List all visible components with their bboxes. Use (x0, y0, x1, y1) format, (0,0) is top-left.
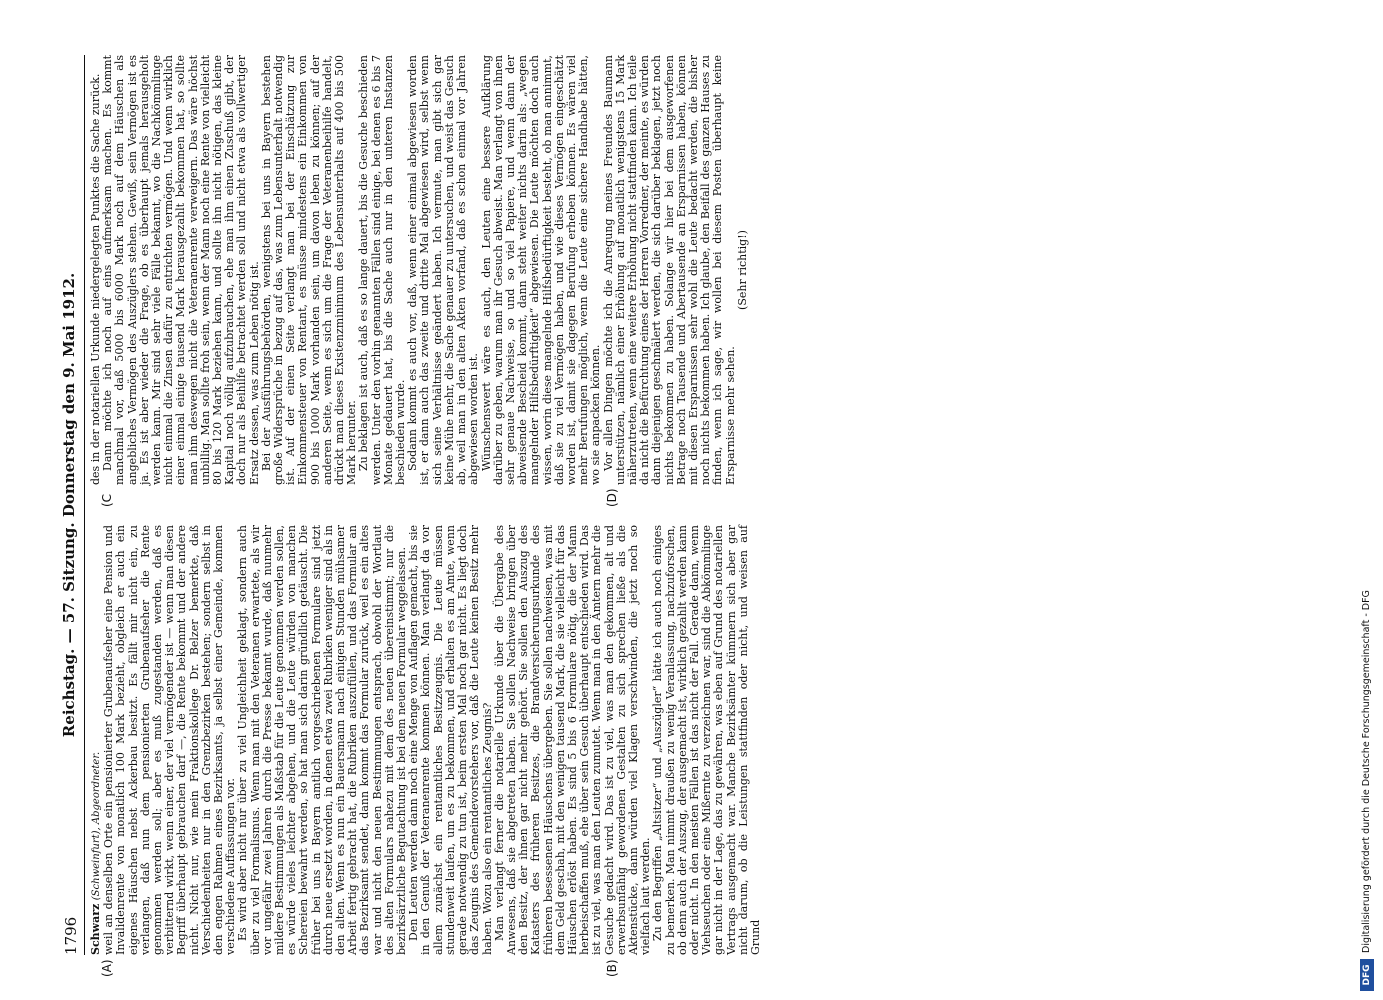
paragraph: Es wird aber nicht nur über zu viel Ungleichheit geklagt, sondern auch über zu viel Formalismus. Wenn man mit den Veteranen erwartete, als wir vor ungefähr zwei Jahren durch die Presse bekannt wurde, daß nunmehr mildere Bestimmungen als Maßstab für die Leute genommen werden sollen, es würde vieles leichter abgehen, und die Leute würden von manchen Schereien bewahrt werden, so hat man sich darin gründlich getäuscht. Die früher bei uns in Bayern amtlich vorgeschriebenen Formulare sind jetzt durch neue ersetzt worden, in denen etwa zwei Rubriken weniger sind als in den alten. Wenn es nun ein Bauersmann nach einigen Stunden mühsamer Arbeit fertig gebracht hat, die Rubriken auszufüllen, und das Formular an das Bezirksamt sendet, dann kommt das Formular zurück, weil es ein altes war und nicht den neuen Bestimmungen entsprach, obwohl der Wortlaut des alten Formulars nahezu mit dem des neuen übereinstimmt; nur die bezirksärztliche Begutachtung ist bei dem neuen Formular weggelassen. (236, 525, 409, 955)
paragraph: Zu beklagen ist auch, daß es so lange dauert, bis die Gesuche beschieden werden. Unter den vorhin genannten Fällen sind einige, bei denen es 6 bis 7 Monate gedauert hat, bis die Sache auch nur in den unteren Instanzen beschieden wurde. (357, 55, 408, 485)
page-number: 1796 (62, 916, 80, 955)
paragraph: Dann möchte ich noch auf eins aufmerksam machen. Es kommt manchmal vor, daß 5000 bis 6000 Mark noch auf dem Häuschen als angebliches Vermögen des Auszüglers stehen. Gewiß, sein Vermögen ist es ja. Es ist aber wieder die Frage, ob es überhaupt jemals herausgeholt werden kann. Mir sind sehr viele Fälle bekannt, wo die Nachkömmlinge nicht einmal die Zinsen dafür zu entrichten vermögen. Und wenn wirklich einer einmal einige tausend Mark herausgezahlt bekommen hat, so sollte man ihm deswegen nicht die Veteranenrente verweigern. Das wäre höchst unbillig. Man sollte froh sein, wenn der Mann noch eine Rente von vielleicht 80 bis 120 Mark beziehen kann, und sollte ihn nicht nötigen, das kleine Kapital noch völlig aufzubrauchen, ehe man ihm einen Zuschuß gibt, der doch nur als Beihilfe betrachtet werden soll und nicht etwa als vollwertiger Ersatz dessen, was zum Leben nötig ist. (101, 55, 261, 485)
margin-marker-c: (C (100, 493, 114, 507)
page-title: Reichstag. — 57. Sitzung. Donnerstag den 9. Mai 1912. (60, 272, 78, 738)
paragraph: Wünschenswert wäre es auch, den Leuten eine bessere Aufklärung darüber zu geben, warum man ihr Gesuch abweist. Man verlangt von ihnen sehr genaue Nachweise, so und so viel Papiere, und wenn dann der abweisende Bescheid kommt, dann steht weiter nichts darin als: „wegen mangelnder Hilfsbedürftigkeit“ abgewiesen. Die Leute möchten doch auch wissen, worin diese mangelnde Hilfsbedürftigkeit besteht, ob man annimmt, daß sie zu viel Vermögen haben, und wie dieses Vermögen eingeschätzt worden ist, damit sie dagegen Berufung erheben können. Es wären viel mehr Berufungen möglich, wenn die Leute eine sichere Handhabe hätten, wo sie anpacken können. (479, 55, 603, 485)
digitization-footer (1352, 8, 1382, 993)
footer-text: Digitalisierung gefördert durch die Deutsche Forschungsgemeinschaft - DFG (1361, 590, 1372, 953)
margin-marker-a: (A) (100, 959, 114, 977)
speaker-name: Schwarz (89, 903, 102, 955)
right-column (90, 55, 1270, 485)
speaker-meta: (Schweinfurt), Abgeordneter. (91, 751, 102, 901)
dfg-logo: DFG (1360, 959, 1374, 991)
paragraph: Den Leuten werden dann noch eine Menge von Auflagen gemacht, bis sie in den Genuß der Veteranenrente kommen können. Man verlangt da vor allem zunächst ein rentamtliches Besitzzeugnis. Die Leute müssen stundenweit laufen, um es zu bekommen, und erhalten es am Amte, wenn gerade notwendig zu tun ist, beim ersten Mal noch gar nicht. Es liegt doch das Zeugnis des Gemeindevorstehers vor, daß die Leute keinen Besitz mehr haben. Wozu also ein rentamtliches Zeugnis? (407, 525, 494, 955)
paragraph: Sodann kommt es auch vor, daß, wenn einer einmal abgewiesen worden ist, er dann auch das zweite und dritte Mal abgewiesen wird, selbst wenn sich seine Verhältnisse geändert haben. Ich vermute, man gibt sich gar keine Mühe mehr, die Sache genauer zu untersuchen, und weist das Gesuch ab, weil man in den alten Akten vorfand, daß es schon einmal vor Jahren abgewiesen worden ist. (406, 55, 481, 485)
paragraph: weil an denselben Orte ein pensionierter Grubenaufseher eine Pension und Invalidenrente von monatlich 100 Mark bezieht, obgleich er auch ein eigenes Häuschen nebst Ackerbau besitzt. Es fällt mir nicht ein, zu verlangen, daß nun dem pensionierten Grubenaufseher die Rente genommen werden soll; aber es muß zugestanden werden, daß es verbitternd wirkt, wenn einer, der viel vermögender ist — wenn man diesen Begriff überhaupt gebrauchen darf —, die Rente bekommt und der andere nicht. Nicht nur, wie mein Fraktionskollege Dr. Belzer bemerkte, daß Verschiedenheiten nur in den Grenzbezirken bestehen; sondern selbst in den engen Rahmen eines Bezirksamts, ja selbst einer Gemeinde, kommen verschiedene Auffassungen vor. (102, 525, 238, 955)
page-header (60, 55, 82, 955)
paragraph: des in der notariellen Urkunde niedergelegten Punktes die Sache zurück. (89, 73, 102, 485)
applause-note: (Sehr richtig!) (735, 230, 749, 310)
footer-rotated (1352, 8, 1382, 993)
left-column (90, 525, 1270, 955)
rotated-content (60, 55, 1310, 977)
paragraph: Zu den Begriffen „Altsitzer“ und „Auszügler“ hätte ich auch noch einiges zu bemerken. Man nimmt draußen zu wenig Veranlassung, nachzuforschen, ob denn auch der Auszug, der ausgemacht ist, wirklich gezahlt werden kann oder nicht. In den meisten Fällen ist das nicht der Fall. Gerade dann, wenn Viehseuchen oder eine Mißernte zu verzeichnen war, sind die Abkömmlinge gar nicht in der Lage, das zu gewähren, was eben auf Grund des notariellen Vertrags ausgemacht war. Manche Bezirksämter kümmern sich aber gar nicht darum, ob die Leistungen stattfinden oder nicht, und weisen auf Grund (651, 525, 762, 955)
paragraph: Man verlangt ferner die notarielle Urkunde über die Übergabe des Anwesens, daß sie abgetreten haben. Sie sollen Nachweise bringen über den Besitz, der ihnen gar nicht mehr gehört. Sie sollen den Auszug des Katasters des früheren Besitzes, die Brandversicherungsurkunde des früheren besessenen Häuschens übergeben. Sie sollen nachweisen, was mit dem Geld geschah, mit den wenigen tausend Mark, die sie vielleicht für das Häuschen erlöst haben. Es sind 5 bis 6 Formulare nötig, die der Mann herbeischaffen muß, ehe über sein Gesuch überhaupt entschieden wird. Das ist zu viel, was man den Leuten zumutet. Wenn man in den Ämtern mehr die Gesuche gedacht wird. Das ist zu viel, was man den gekommen, alt und erwerbsunfähig gewordenen Gestalten zu sich sprechen ließe als die Aktenstücke, dann würden viel Klagen verschwinden, die jetzt noch so vielfach laut werden. (492, 525, 653, 955)
margin-marker-b: (B) (605, 959, 619, 977)
paragraph: Bei der Ausführungsbehörden, wenigstens bei uns in Bayern bestehen große Widersprüche in bezug auf das, was zum Lebensunterhalt notwendig ist. Auf der einen Seite verlangt man bei der Einschätzung zur Einkommensteuer von Rentant, es müsse mindestens ein Einkommen von 900 bis 1000 Mark vorhanden sein, um davon leben zu können; auf der anderen Seite, wenn es sich um die Frage der Veteranenbeihilfe handelt, drückt man dieses Existenzminimum des Lebensunterhalts auf 400 bis 500 Mark herunter. (259, 55, 359, 485)
margin-marker-d: (D) (605, 488, 619, 507)
paragraph: Vor allen Dingen möchte ich die Anregung meines Freundes Baumann unterstützen, nämlich einer Erhöhung auf monatlich wenigstens 15 Mark näherzutreten, wenn eine weitere Erhöhung nicht stattfinden kann. Ich teile da nicht die Befürchtung eines der Herren Vorredner, der meinte, es würden dann diejenigen geschmälert werden, die sich darüber beklagen, jetzt noch nichts bekommen zu haben. Solange wir hier bei dem ausgeworfenen Betrage noch Tausende und Abertausende an Ersparnissen haben, können mit diesen Ersparnissen sehr wohl die Leute bedacht werden, die bisher noch nichts bekommen haben. Ich glaube, den Beifall des ganzen Hauses zu finden, wenn ich sage, wir wollen bei diesem Posten überhaupt keine Ersparnisse mehr sehen. (601, 55, 737, 485)
header-rule (84, 55, 85, 955)
